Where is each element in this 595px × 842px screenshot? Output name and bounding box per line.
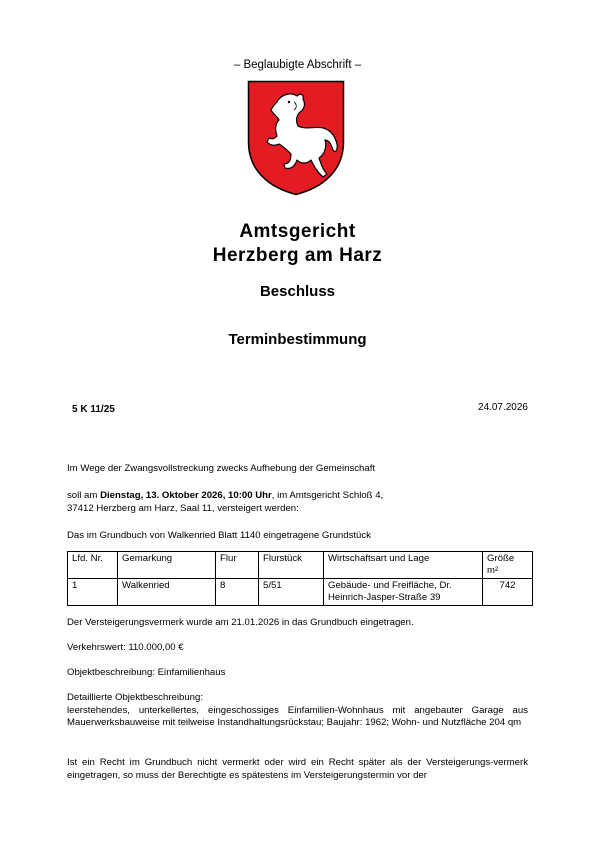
rights-paragraph: Ist ein Recht im Grundbuch nicht vermerkt oder wird ein Recht später als der Versteigerungs-vermerk eingetragen, so muss der Berechtigte es spätestens im Versteigerungstermin vor der bbox=[67, 757, 528, 781]
cell-lfd-nr: 1 bbox=[68, 579, 118, 606]
schedule-prefix: soll am bbox=[67, 490, 101, 501]
table-header-row bbox=[68, 552, 533, 579]
auction-date: Dienstag, 13. Oktober 2026, 10:00 Uhr bbox=[100, 490, 272, 501]
col-header-flur: Flur bbox=[216, 552, 259, 579]
col-header-flurstueck: Flurstück bbox=[259, 552, 324, 579]
cell-flurstueck: 5/51 bbox=[259, 579, 324, 606]
cell-groesse: 742 bbox=[483, 579, 533, 606]
col-header-lfd-nr: Lfd. Nr. bbox=[68, 552, 118, 579]
subject-heading: Terminbestimmung bbox=[228, 331, 367, 348]
schedule-paragraph bbox=[67, 490, 528, 515]
detail-paragraph bbox=[67, 692, 528, 730]
schedule-location: , im Amtsgericht Schloß 4, bbox=[271, 490, 384, 501]
objekt-text: Objektbeschreibung: Einfamilienhaus bbox=[67, 667, 226, 678]
table-row bbox=[68, 579, 533, 606]
property-intro: Das im Grundbuch von Walkenried Blatt 1140 eingetragene Grundstück bbox=[67, 530, 371, 541]
certified-copy-note: – Beglaubigte Abschrift – bbox=[233, 59, 362, 71]
case-number: 5 K 11/25 bbox=[72, 404, 115, 415]
court-line-2: Herzberg am Harz bbox=[212, 245, 383, 266]
col-header-groesse: Größe m² bbox=[483, 552, 533, 579]
vermerk-text: Der Versteigerungsvermerk wurde am 21.01.2026 in das Grundbuch eingetragen. bbox=[67, 617, 414, 628]
document-date: 24.07.2026 bbox=[477, 402, 528, 413]
detail-label: Detaillierte Objektbeschreibung: bbox=[67, 692, 203, 703]
court-line-1: Amtsgericht bbox=[239, 221, 356, 242]
cell-gemarkung: Walkenried bbox=[118, 579, 216, 606]
col-header-wirtschaftsart: Wirtschaftsart und Lage bbox=[324, 552, 483, 579]
schedule-address: 37412 Herzberg am Harz, Saal 11, versteigert werden: bbox=[67, 502, 299, 514]
court-name bbox=[0, 220, 595, 268]
document-type-heading: Beschluss bbox=[259, 283, 336, 300]
property-table bbox=[67, 551, 533, 606]
cell-flur: 8 bbox=[216, 579, 259, 606]
lower-saxony-horse-crest-icon bbox=[247, 80, 345, 196]
col-header-gemarkung: Gemarkung bbox=[118, 552, 216, 579]
cell-wirtschaftsart: Gebäude- und Freifläche, Dr. Heinrich-Jasper-Straße 39 bbox=[324, 579, 483, 606]
verkehrswert-text: Verkehrswert: 110.000,00 € bbox=[67, 642, 184, 653]
intro-text: Im Wege der Zwangsvollstreckung zwecks Aufhebung der Gemeinschaft bbox=[67, 463, 376, 474]
detail-text: leerstehendes, unterkellertes, eingeschossiges Einfamilien-Wohnhaus mit angebauter Garage aus Mauerwerksbauweise mit teilweise Instandhaltungsrückstau; Baujahr: 1962; Wohn- und Nutzfläche 204 qm bbox=[67, 704, 528, 728]
